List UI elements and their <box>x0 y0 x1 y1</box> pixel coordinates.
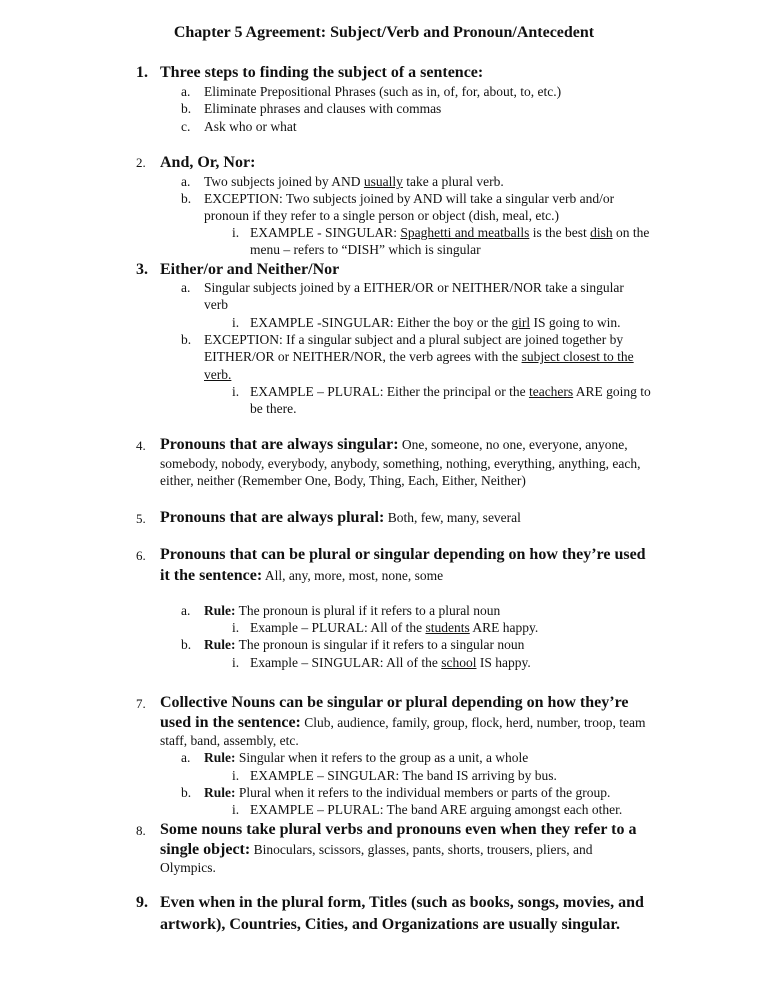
section-number: 2. <box>136 155 146 170</box>
item-label: b. <box>181 785 192 800</box>
text: Example – PLURAL: All of the <box>250 620 426 635</box>
text: Both, few, many, several <box>384 510 521 525</box>
item-text: pronoun if they refer to a single person or object (dish, meal, etc.) <box>204 208 560 223</box>
section-line <box>160 436 628 454</box>
rule-label: Rule: <box>204 750 236 765</box>
text: Club, audience, family, group, flock, herd, number, troop, team <box>300 715 646 730</box>
underlined-text: girl <box>511 315 531 330</box>
section-text: staff, band, assembly, etc. <box>160 733 299 748</box>
text: IS happy. <box>476 655 531 670</box>
text: One, someone, no one, everyone, anyone, <box>398 437 628 452</box>
text: ARE happy. <box>469 620 539 635</box>
item-text: EXCEPTION: Two subjects joined by AND will take a singular verb and/or <box>204 191 615 206</box>
text: take a plural verb. <box>402 174 504 189</box>
text: Two subjects joined by AND <box>204 174 364 189</box>
text: Example – SINGULAR: All of the <box>250 655 442 670</box>
underlined-text: usually <box>363 174 403 189</box>
section-line <box>160 714 646 732</box>
text: Binoculars, scissors, glasses, pants, shorts, trousers, pliers, and <box>250 842 593 857</box>
item-text <box>250 654 531 672</box>
rule-label: Rule: <box>204 637 236 652</box>
item-label: b. <box>181 332 192 347</box>
item-text: Eliminate phrases and clauses with commas <box>204 101 442 116</box>
item-label: a. <box>181 603 191 618</box>
underlined-text: Spaghetti and meatballs <box>400 225 530 240</box>
section-heading: it the sentence: <box>160 567 263 584</box>
section-number: 5. <box>136 511 146 526</box>
text: The pronoun is plural if it refers to a plural noun <box>235 603 501 618</box>
item-label: c. <box>181 119 191 134</box>
item-label: a. <box>181 750 191 765</box>
underlined-text: teachers <box>528 384 574 399</box>
underlined-text: school <box>441 655 477 670</box>
underlined-text: subject closest to the <box>521 349 634 364</box>
item-label: i. <box>232 802 240 817</box>
item-label: i. <box>232 768 240 783</box>
section-heading: Some nouns take plural verbs and pronouns even when they refer to a <box>160 821 637 838</box>
text: ARE going to <box>573 384 651 399</box>
section-number: 9. <box>136 894 148 911</box>
item-label: b. <box>181 101 192 116</box>
item-label: i. <box>232 620 240 635</box>
item-text <box>204 173 504 191</box>
section-line <box>160 567 443 585</box>
section-heading: Collective Nouns can be singular or plural depending on how they’re <box>160 694 629 711</box>
text: All, any, more, most, none, some <box>262 568 444 583</box>
item-text: Ask who or what <box>204 119 297 134</box>
item-text: EXCEPTION: If a singular subject and a plural subject are joined together by <box>204 332 624 347</box>
section-heading: Either/or and Neither/Nor <box>160 261 340 278</box>
text: EXAMPLE -SINGULAR: Either the boy or the <box>250 315 512 330</box>
section-line <box>160 509 521 527</box>
item-text: Singular subjects joined by a EITHER/OR or NEITHER/NOR take a singular <box>204 280 624 295</box>
section-heading: Pronouns that are always plural: <box>160 509 385 526</box>
item-text: be there. <box>250 401 297 416</box>
item-text <box>204 636 524 654</box>
item-text: EXAMPLE – PLURAL: The band ARE arguing amongst each other. <box>250 802 623 817</box>
section-text: either, neither (Remember One, Body, Thing, Each, Either, Neither) <box>160 473 526 488</box>
item-text <box>250 383 651 401</box>
section-number: 4. <box>136 438 146 453</box>
section-number: 1. <box>136 64 148 81</box>
section-line <box>160 841 593 859</box>
text: Singular when it refers to the group as a unit, a whole <box>235 750 529 765</box>
section-text: Olympics. <box>160 860 216 875</box>
text: EITHER/OR or NEITHER/NOR, the verb agrees with the <box>204 349 522 364</box>
section-number: 6. <box>136 548 146 563</box>
section-heading: And, Or, Nor: <box>160 154 256 171</box>
page-title: Chapter 5 Agreement: Subject/Verb and Pronoun/Antecedent <box>173 24 595 41</box>
rule-label: Rule: <box>204 785 236 800</box>
item-text: Eliminate Prepositional Phrases (such as in, of, for, about, to, etc.) <box>204 84 562 99</box>
section-heading: artwork), Countries, Cities, and Organizations are usually singular. <box>160 916 621 933</box>
section-heading: Three steps to finding the subject of a sentence: <box>160 64 484 81</box>
section-heading: Pronouns that can be plural or singular depending on how they’re used <box>160 546 646 563</box>
item-text <box>204 784 610 802</box>
item-text <box>204 602 500 620</box>
section-heading: Pronouns that are always singular: <box>160 436 399 453</box>
text: on the <box>612 225 650 240</box>
item-label: i. <box>232 315 240 330</box>
text: Plural when it refers to the individual members or parts of the group. <box>235 785 611 800</box>
item-label: b. <box>181 191 192 206</box>
item-text <box>250 224 649 242</box>
section-heading: Even when in the plural form, Titles (such as books, songs, movies, and <box>160 894 644 911</box>
text: EXAMPLE - SINGULAR: <box>250 225 401 240</box>
item-label: i. <box>232 384 240 399</box>
text: is the best <box>529 225 591 240</box>
section-heading: used in the sentence: <box>160 714 301 731</box>
section-number: 8. <box>136 823 146 838</box>
item-text <box>250 314 620 332</box>
underlined-text: students <box>425 620 470 635</box>
text: The pronoun is singular if it refers to a singular noun <box>235 637 525 652</box>
item-label: b. <box>181 637 192 652</box>
item-label: a. <box>181 174 191 189</box>
item-label: i. <box>232 225 240 240</box>
item-text: EXAMPLE – SINGULAR: The band IS arriving by bus. <box>250 768 557 783</box>
item-label: i. <box>232 655 240 670</box>
underlined-text: verb. <box>204 367 232 382</box>
text: EXAMPLE – PLURAL: Either the principal or the <box>250 384 529 399</box>
rule-label: Rule: <box>204 603 236 618</box>
underlined-text: dish <box>590 225 613 240</box>
section-number: 3. <box>136 261 148 278</box>
item-text: menu – refers to “DISH” which is singular <box>250 242 481 257</box>
item-text: verb <box>204 297 228 312</box>
item-text <box>250 619 538 637</box>
item-label: a. <box>181 84 191 99</box>
text: IS going to win. <box>530 315 621 330</box>
item-text <box>204 348 634 366</box>
section-number: 7. <box>136 696 146 711</box>
section-text: somebody, nobody, everybody, anybody, something, nothing, everything, anything, each, <box>160 456 641 471</box>
section-heading: single object: <box>160 841 251 858</box>
item-text <box>204 749 528 767</box>
item-label: a. <box>181 280 191 295</box>
